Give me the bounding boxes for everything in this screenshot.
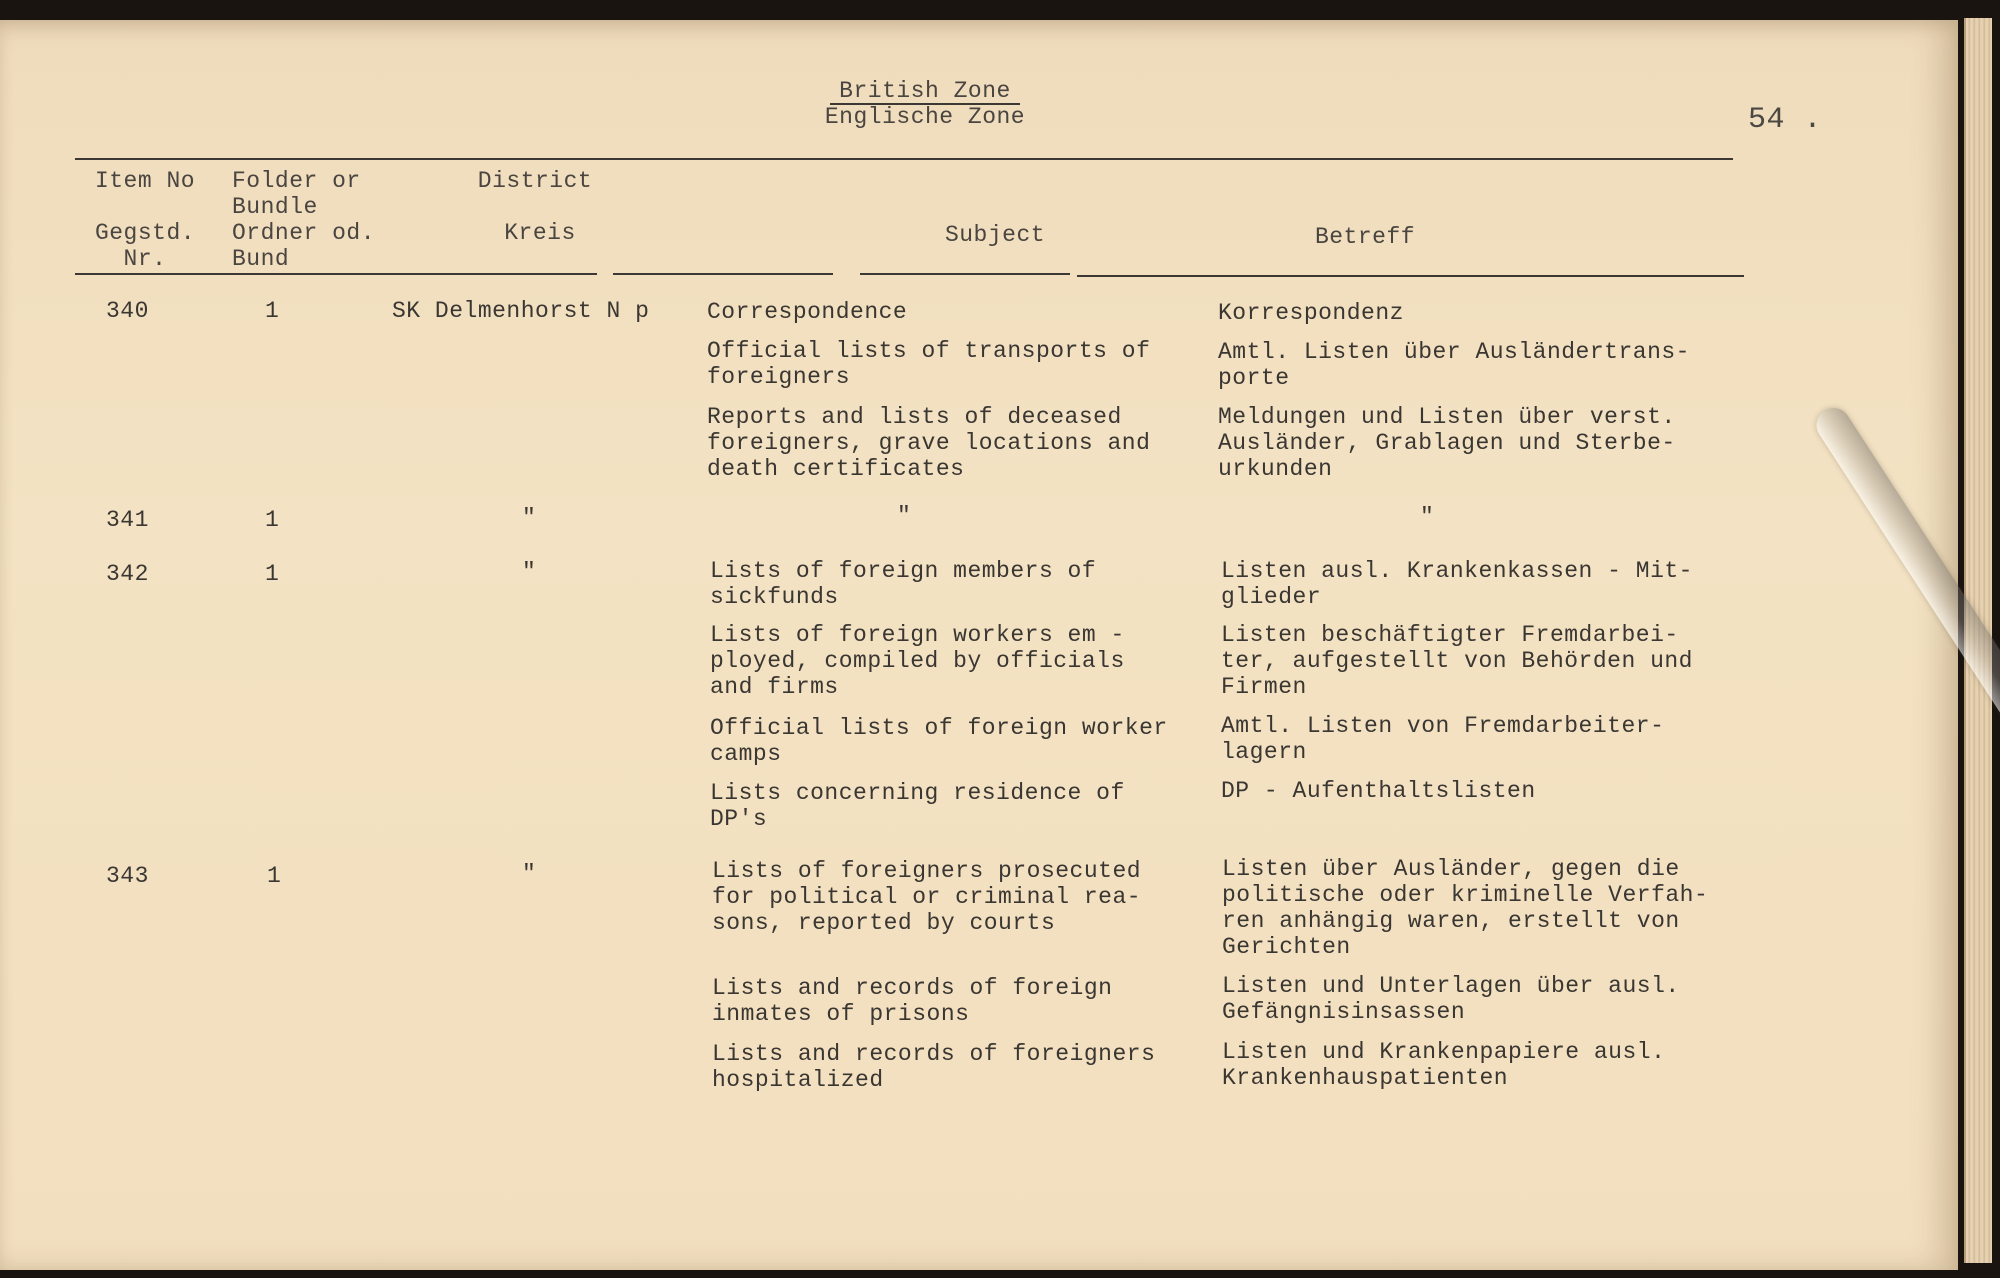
betreff-343-1: Listen über Ausländer, gegen die politische oder kriminelle Verfah- ren anhängig waren, erstellt von Gerichten [1222,856,1709,960]
betreff-343-2: Listen und Unterlagen über ausl. Gefängnisinsassen [1222,973,1680,1025]
col-district-en: District [477,168,593,194]
district-ditto-342: " [522,559,537,585]
subject-343-3: Lists and records of foreigners hospitalized [712,1041,1156,1093]
folder-count-343: 1 [267,863,282,889]
district-ditto-341: " [522,505,537,531]
header-top-rule [75,158,1733,160]
item-number-343: 343 [106,863,149,889]
betreff-340-3: Meldungen und Listen über verst. Ausländer, Grablagen und Sterbe- urkunden [1218,404,1676,482]
subject-343-2: Lists and records of foreign inmates of prisons [712,975,1113,1027]
subject-340-3: Reports and lists of deceased foreigners, grave locations and death certificates [707,404,1151,482]
folder-count-341: 1 [265,507,280,533]
subject-343-1: Lists of foreigners prosecuted for political or criminal rea- sons, reported by courts [712,858,1142,936]
col-folder-de: Ordner od. Bund [232,220,376,272]
col-item-de: Gegstd. Nr. [94,220,196,272]
subject-ditto-341: " [897,503,912,529]
betreff-342-1: Listen ausl. Krankenkassen - Mit- glieder [1221,558,1693,610]
subject-342-3: Official lists of foreign worker camps [710,715,1168,767]
col-item-en: Item No [94,168,196,194]
subject-342-4: Lists concerning residence of DP's [710,780,1125,832]
betreff-340-2: Amtl. Listen über Ausländertrans- porte [1218,339,1690,391]
col-subject: Subject [944,222,1046,248]
item-number-342: 342 [106,561,149,587]
betreff-340-1: Korrespondenz [1218,300,1404,326]
header-bottom-rule-2 [613,273,833,275]
betreff-342-3: Amtl. Listen von Fremdarbeiter- lagern [1221,713,1665,765]
header-bottom-rule-3 [860,273,1070,275]
subject-340-2: Official lists of transports of foreigners [707,338,1151,390]
district-ditto-343: " [522,861,537,887]
district-340: SK Delmenhorst N p [392,298,650,324]
subject-342-1: Lists of foreign members of sickfunds [710,558,1097,610]
zone-title-de: Englische Zone [824,104,1026,130]
col-district-de: Kreis [504,220,576,246]
page-number: 54 . [1748,103,1823,137]
item-number-341: 341 [106,507,149,533]
header-bottom-rule-4 [1077,275,1744,277]
header-bottom-rule-1 [75,273,597,275]
subject-340-1: Correspondence [707,299,908,325]
betreff-ditto-341: " [1420,504,1435,530]
zone-title-en: British Zone [830,79,1020,105]
folder-count-340: 1 [265,298,280,324]
betreff-343-3: Listen und Krankenpapiere ausl. Krankenhauspatienten [1222,1039,1666,1091]
betreff-342-4: DP - Aufenthaltslisten [1221,778,1536,804]
subject-342-2: Lists of foreign workers em - ployed, compiled by officials and firms [710,622,1125,700]
folder-count-342: 1 [265,561,280,587]
col-betreff: Betreff [1314,224,1416,250]
betreff-342-2: Listen beschäftigter Fremdarbei- ter, aufgestellt von Behörden und Firmen [1221,622,1693,700]
item-number-340: 340 [106,298,149,324]
col-folder-en: Folder or Bundle [232,168,361,220]
